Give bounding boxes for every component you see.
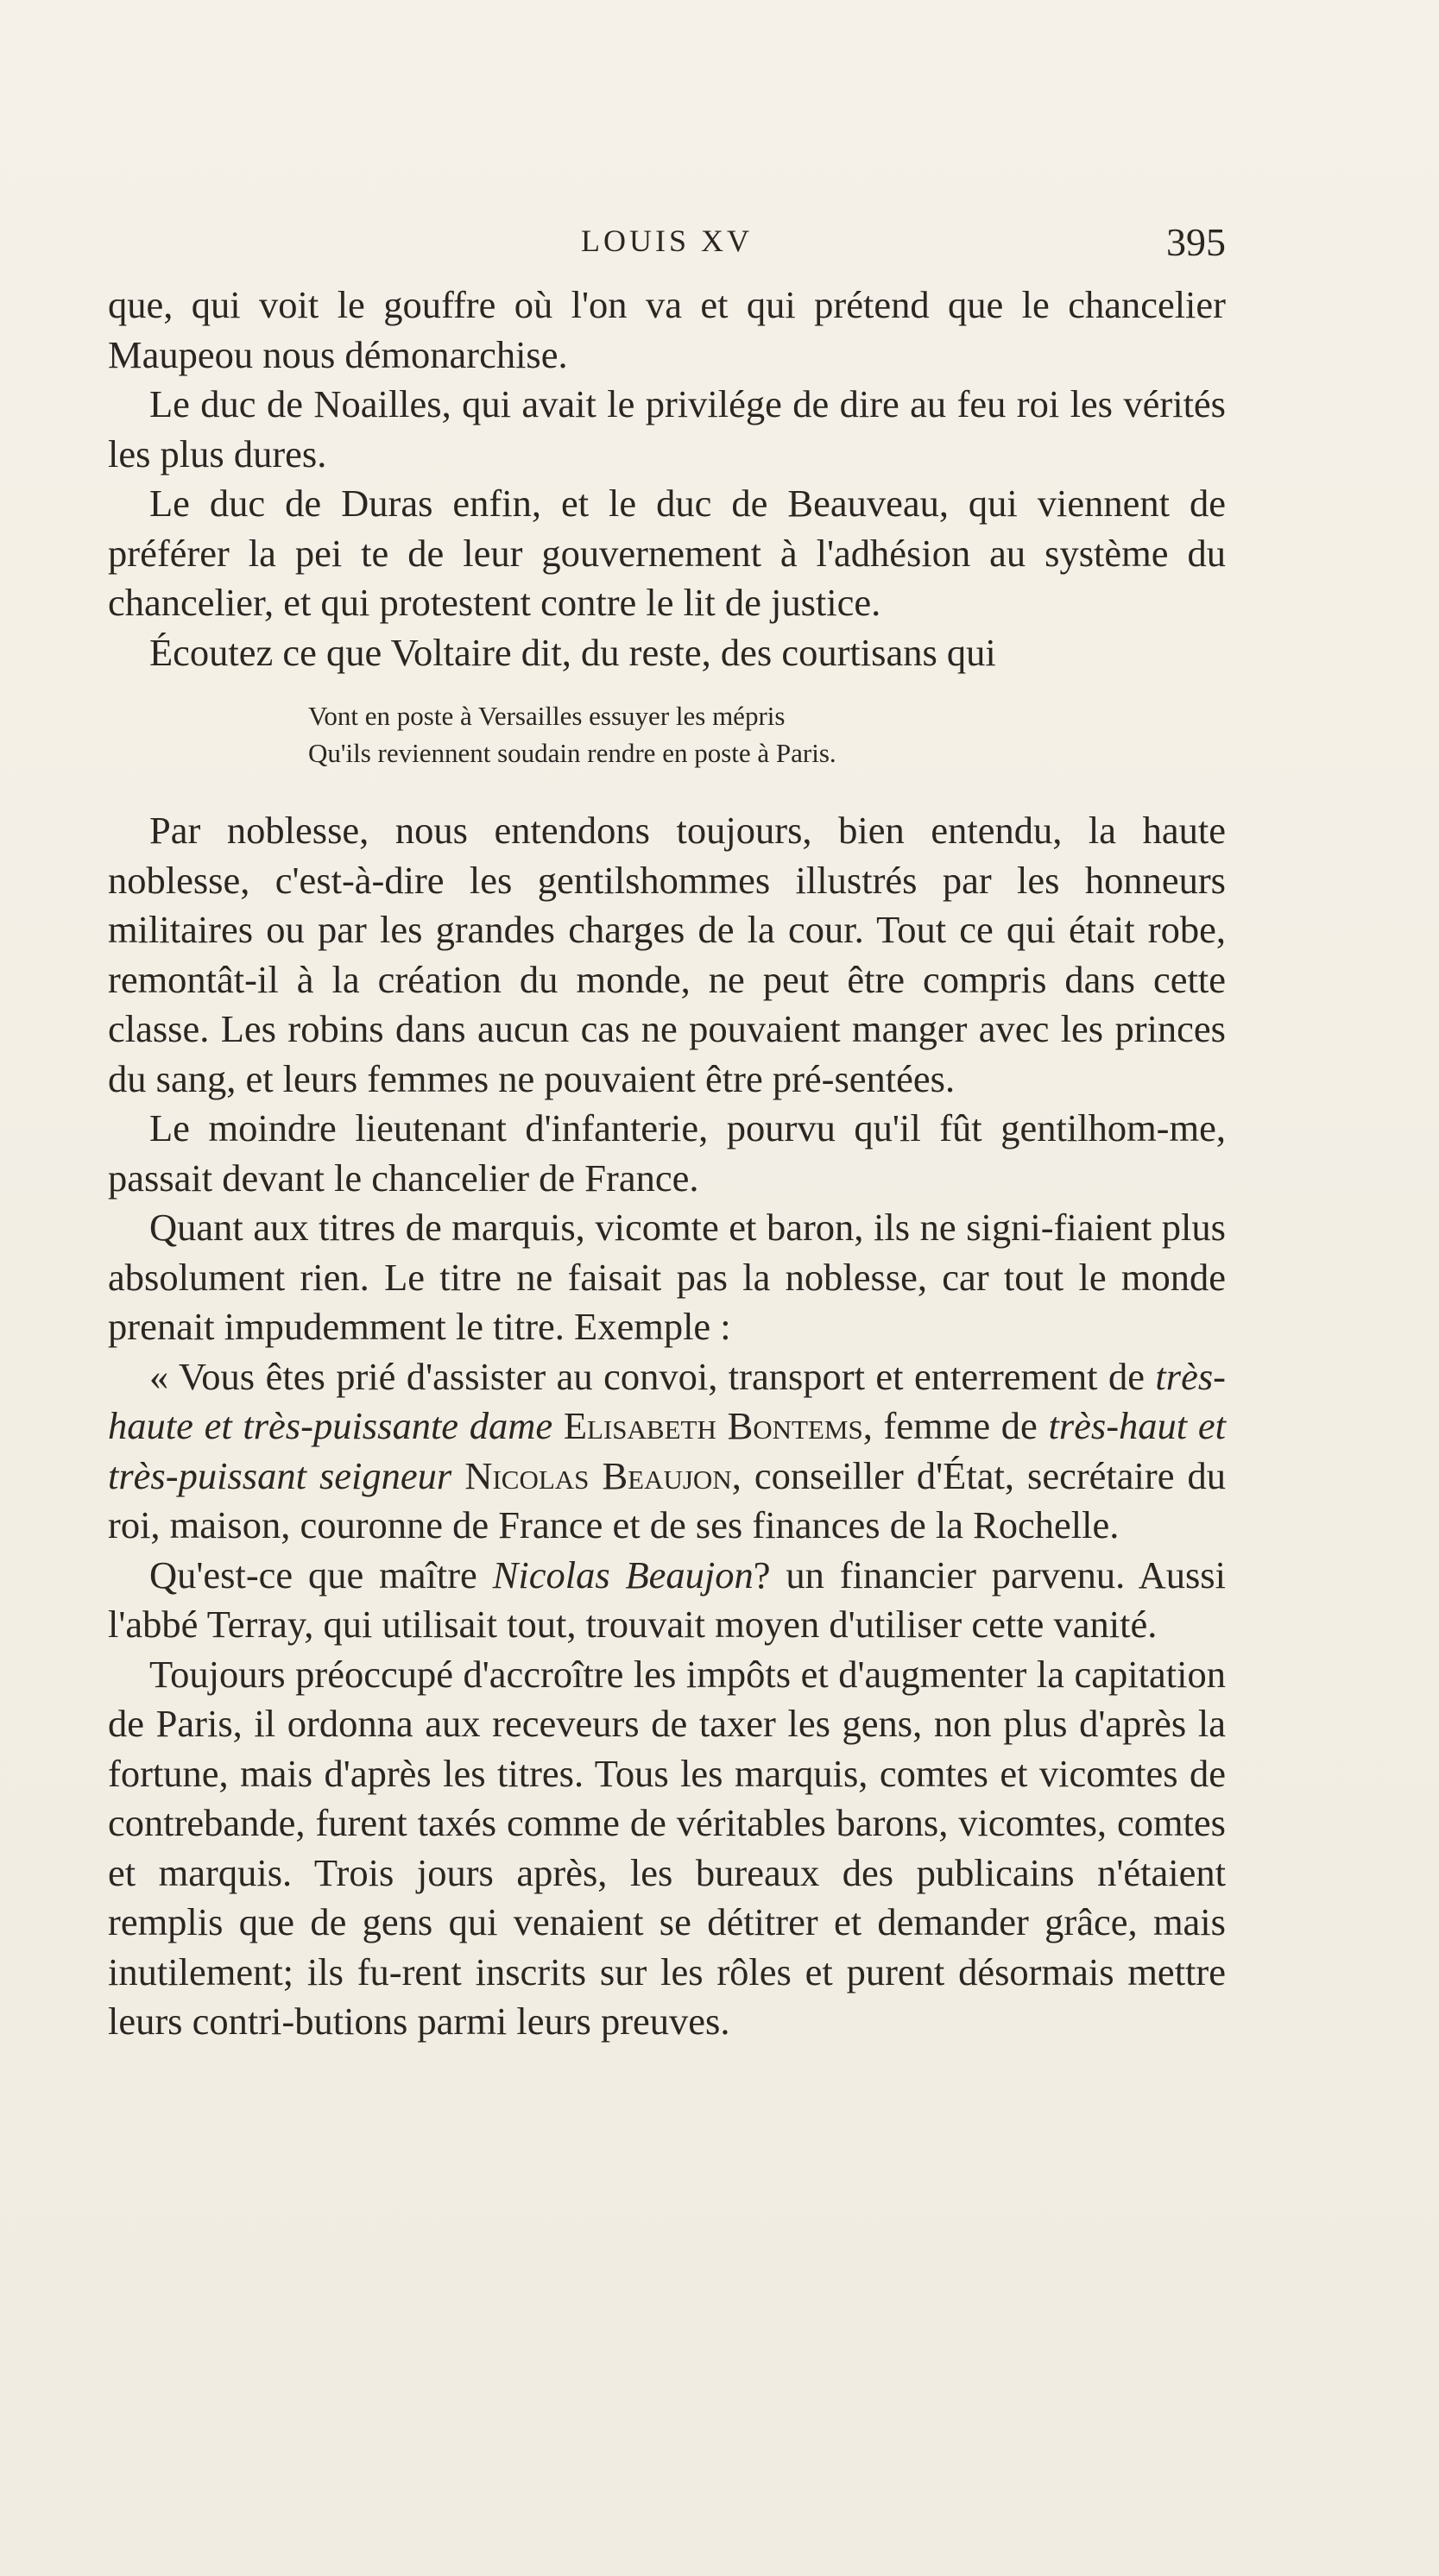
verse-quotation	[308, 697, 1226, 772]
paragraph-funeral-notice	[108, 1352, 1226, 1551]
notice-italic: très-haut et très-puissant seigneur	[108, 1404, 1226, 1497]
page-number: 395	[1166, 220, 1226, 264]
page-header	[108, 220, 1226, 274]
paragraph-noailles: Le duc de Noailles, qui avait le privilége de dire au feu roi les vérités les plus dures.	[108, 382, 1226, 476]
paragraph-titres: Quant aux titres de marquis, vicomte et baron, ils ne signi-fiaient plus absolument rien. Le titre ne faisait pas la noblesse, car tout le monde prenait impudemment le titre. Exemple :	[108, 1206, 1226, 1348]
paragraph-capitation: Toujours préoccupé d'accroître les impôts et d'augmenter la capitation de Paris, il ordonna aux receveurs de taxer les gens, non plus d'après la fortune, mais d'après les titres. Tous les marquis, comtes et vicomtes de contrebande, furent taxés comme de véritables barons, vicomtes, comtes et marquis. Trois jours après, les bureaux des publicains n'étaient remplis que de gens qui venaient se détitrer et demander grâce, mais inutilement; ils fu-rent inscrits sur les rôles et purent désormais mettre leurs contri-butions parmi leurs preuves.	[108, 1652, 1226, 2043]
paragraph-duras: Le duc de Duras enfin, et le duc de Beauveau, qui viennent de préférer la pei te de leur gouvernement à l'adhésion au système du chancelier, et qui protestent contre le lit de justice.	[108, 482, 1226, 624]
verse-line: Vont en poste à Versailles essuyer les mépris	[308, 701, 786, 731]
notice-name: Elisabeth Bontems	[563, 1404, 863, 1447]
notice-name: Nicolas Beaujon	[464, 1453, 732, 1497]
beaujon-italic: Nicolas Beaujon	[492, 1553, 754, 1597]
paragraph-voltaire: Écoutez ce que Voltaire dit, du reste, des courtisans qui	[149, 630, 996, 674]
body-text	[108, 280, 1226, 2047]
paragraph-continuation: que, qui voit le gouffre où l'on va et qui prétend que le chancelier Maupeou nous démonarchise.	[108, 283, 1226, 376]
verse-line: Qu'ils reviennent soudain rendre en poste à Paris.	[308, 738, 836, 768]
notice-text: « Vous êtes prié d'assister au convoi, transport et enterrement de	[149, 1354, 1156, 1398]
paragraph-noblesse: Par noblesse, nous entendons toujours, bien entendu, la haute noblesse, c'est-à-dire les gentilshommes illustrés par les honneurs militaires ou par les grandes charges de la cour. Tout ce qui était robe, remontât-il à la création du monde, ne peut être compris dans cette classe. Les robins dans aucun cas ne pouvaient manger avec les princes du sang, et leurs femmes ne pouvaient être pré-sentées.	[108, 809, 1226, 1100]
running-head: LOUIS XV	[581, 224, 753, 258]
notice-text: , conseiller d'État, secrétaire du roi, maison, couronne de France et de ses finances de la Rochelle.	[108, 1453, 1226, 1546]
paragraph-beaujon: Qu'est-ce que maître Nicolas Beaujon? un financier parvenu. Aussi l'abbé Terray, qui utilisait tout, trouvait moyen d'utiliser cette vanité.	[108, 1553, 1226, 1646]
notice-italic: très-haute et très-puissante dame	[108, 1354, 1226, 1447]
notice-text: , femme de	[862, 1404, 1049, 1447]
paragraph-lieutenant: Le moindre lieutenant d'infanterie, pourvu qu'il fût gentilhom-me, passait devant le chancelier de France.	[108, 1106, 1226, 1200]
